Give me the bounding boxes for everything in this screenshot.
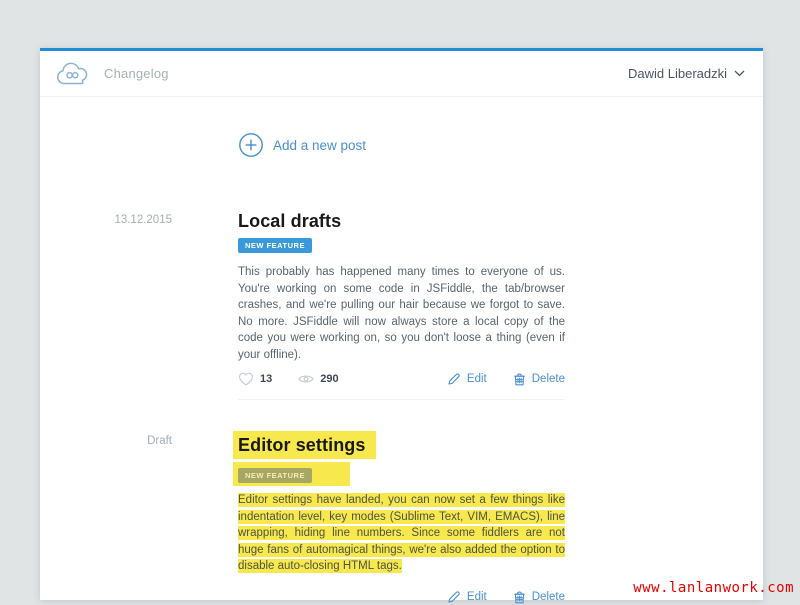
post-actions <box>447 590 565 604</box>
pencil-icon <box>447 590 461 604</box>
header <box>40 51 763 97</box>
plus-circle-icon <box>238 132 264 158</box>
add-post-label: Add a new post <box>273 137 367 153</box>
eye-icon <box>298 373 314 385</box>
post-divider <box>238 399 565 400</box>
delete-button[interactable] <box>513 590 565 604</box>
pencil-icon <box>447 372 461 386</box>
changelog-panel <box>40 48 763 603</box>
new-feature-badge: NEW FEATURE <box>238 238 312 253</box>
delete-label: Delete <box>531 590 565 603</box>
post-draft-label: Draft <box>147 435 172 447</box>
post-local-drafts <box>114 210 565 400</box>
delete-button[interactable] <box>513 372 565 386</box>
posts-list <box>40 132 763 605</box>
post-body: This probably has happened many times to everyone of us. You're working on some code in JSFiddle, the tab/browser crashes, and we're pulling our hair because we forgot to save. No more. JSFiddle will now always store a local copy of the code you were working on, so you don't loose a thing (even if your offline). <box>238 266 565 361</box>
add-post-button[interactable] <box>238 132 565 158</box>
chevron-down-icon <box>734 70 745 77</box>
likes-count: 13 <box>260 373 273 385</box>
watermark: www.lanlanwork.com <box>633 580 794 596</box>
trash-icon <box>513 590 526 604</box>
views-count: 290 <box>320 373 339 385</box>
post-footer <box>238 371 565 387</box>
post-body <box>238 492 565 575</box>
jsfiddle-cloud-icon[interactable] <box>54 59 92 88</box>
highlighted-title-text: Editor settings <box>233 431 376 459</box>
trash-icon <box>513 372 526 386</box>
new-feature-badge: NEW FEATURE <box>238 468 312 483</box>
post-footer <box>238 589 565 605</box>
page-title: Changelog <box>104 66 169 81</box>
delete-label: Delete <box>531 373 565 385</box>
highlighted-body-text: Editor settings have landed, you can now set a few things like indentation level, key modes (Sublime Text, VIM, EMACS), line wrapping, hiding line numbers. Since some fiddlers are not huge fans of automagical things, we're also added the option to disable auto-closing HTML tags. <box>238 494 565 572</box>
heart-icon <box>238 372 254 386</box>
views-stat <box>298 373 338 385</box>
post-date: 13.12.2015 <box>114 214 172 226</box>
post-title <box>238 431 565 459</box>
user-name: Dawid Liberadzki <box>628 66 727 81</box>
post-title: Local drafts <box>238 211 342 231</box>
badge-row <box>238 235 565 253</box>
edit-label: Edit <box>466 373 487 385</box>
post-actions <box>447 372 565 386</box>
badge-highlight <box>233 462 350 486</box>
edit-button[interactable] <box>447 372 487 386</box>
likes-stat <box>238 372 272 386</box>
badge-row <box>238 462 565 486</box>
user-menu[interactable] <box>628 66 745 81</box>
edit-button[interactable] <box>447 590 487 604</box>
edit-label: Edit <box>466 590 487 603</box>
post-editor-settings <box>147 431 565 605</box>
